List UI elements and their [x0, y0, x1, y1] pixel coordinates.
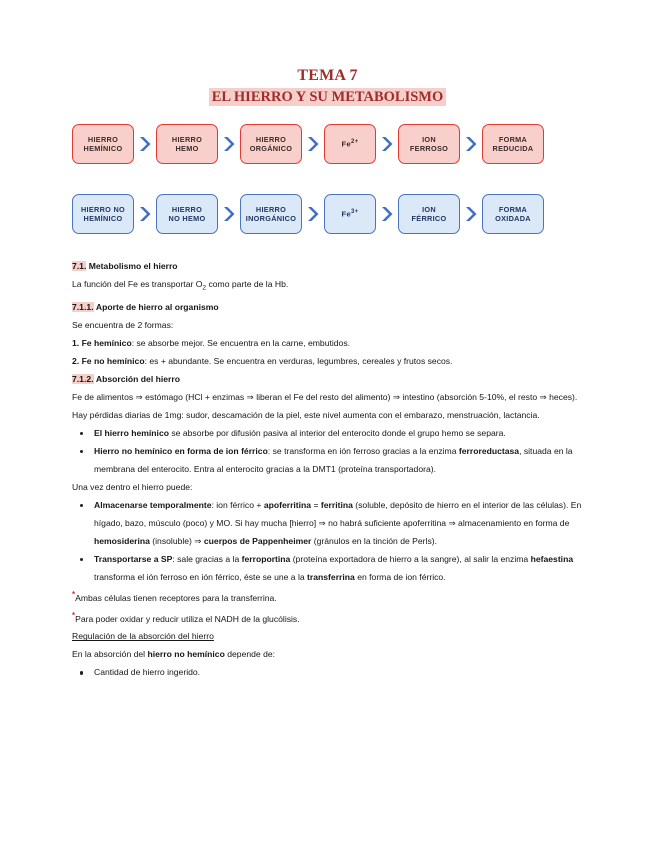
- list-item: [72, 550, 583, 586]
- item-text: : es + abundante. Se encuentra en verduras, legumbres, cereales y frutos secos.: [144, 355, 453, 366]
- asterisk-icon: *: [72, 610, 76, 620]
- item-term: hierro no hemínico: [147, 649, 225, 660]
- section-heading-7-1-2: [72, 370, 583, 388]
- paragraph-absorption: Fe de alimentos ⇒ estómago (HCl + enzimas ⇒ liberan el Fe del resto del alimento) ⇒ intestino (absorción 5-10%, el resto ⇒ heces). Hay pérdidas diarias de 1mg: sudor, descamación de la piel, este nivel aumenta con el embarazo, menstruación, lactancia.: [72, 391, 578, 420]
- flow-node-ion: $Fe^{2+}$: [324, 124, 376, 164]
- section-title: Absorción del hierro: [95, 373, 180, 384]
- item-text: , situada en la membrana del enterocito. Entra al enterocito gracias a la DMT1 (proteína transportadora).: [94, 445, 573, 474]
- bullet-list-absorption: [72, 424, 583, 478]
- chevron-right-icon: [134, 136, 156, 152]
- item-number: 1.: [72, 337, 80, 348]
- item-term: ferritina: [320, 499, 353, 510]
- flowchart: [72, 121, 583, 237]
- subheading-text: Regulación de la absorción del hierro: [72, 631, 214, 642]
- item-text: transforma el ión ferroso en ión férrico, éste se une a la: [94, 571, 308, 582]
- chevron-right-icon: [218, 136, 240, 152]
- section-number: 7.1.2.: [72, 373, 94, 384]
- chevron-right-icon: [460, 206, 482, 222]
- chevron-right-icon: [460, 136, 482, 152]
- chevron-right-icon: [302, 206, 324, 222]
- flow-node-ion: $Fe^{3+}$: [324, 194, 376, 234]
- flow-node: HIERRO NO HEMO: [156, 194, 218, 234]
- document-body: [72, 257, 583, 681]
- flow-node: HIERRO NO HEMÍNICO: [72, 194, 134, 234]
- item-text: (proteína exportadora de hierro a la sangre), al salir la enzima: [290, 553, 531, 564]
- footnote-text: Ambas células tienen receptores para la transferrina.: [75, 592, 277, 603]
- section-heading-7-1-1: [72, 298, 583, 316]
- section-title: Metabolismo el hierro: [88, 261, 178, 271]
- flow-node: HIERRO INORGÁNICO: [240, 194, 302, 234]
- title-block: [72, 0, 583, 107]
- item-text: : sale gracias a la: [172, 553, 242, 564]
- chevron-right-icon: [376, 206, 398, 222]
- charge-superscript: 3+: [351, 209, 359, 216]
- list-item: Cantidad de hierro ingerido.: [72, 663, 583, 681]
- item-text: (gránulos en la tinción de Perls).: [311, 535, 438, 546]
- section-title: Aporte de hierro al organismo: [95, 301, 219, 312]
- flow-node: FORMA OXIDADA: [482, 194, 544, 234]
- item-term: Fe no hemínico: [81, 355, 145, 366]
- chevron-right-icon: [376, 136, 398, 152]
- subheading-regulation: [72, 627, 583, 645]
- item-term: transferrina: [307, 571, 355, 582]
- asterisk-icon: *: [72, 589, 76, 599]
- chevron-right-icon: [134, 206, 156, 222]
- page-subtitle: [72, 88, 583, 107]
- item-text: : se transforma en ión ferroso gracias a la enzima: [267, 445, 459, 456]
- item-text: se absorbe por difusión pasiva al interior del enterocito donde el grupo hemo se separa.: [168, 427, 506, 438]
- item-text: (soluble, depósito de hierro en el interior de las células). En hígado, bazo, músculo (poco) y MO. Si hay mucha [hierro] ⇒ no habrá suficiente apoferritina ⇒ almacenamiento en forma de: [94, 499, 582, 528]
- item-number: 2.: [72, 355, 80, 366]
- footnote-text: Para poder oxidar y reducir utiliza el NADH de la glucólisis.: [75, 613, 300, 624]
- item-text: en forma de ion férrico.: [354, 571, 446, 582]
- paragraph-two-forms: Se encuentra de 2 formas:: [72, 319, 174, 330]
- item-term: El hierro hemínico: [94, 427, 169, 438]
- charge-superscript: 2+: [351, 139, 359, 146]
- flow-node: HIERRO HEMÍNICO: [72, 124, 134, 164]
- footnote-2: [72, 607, 583, 628]
- numbered-item-1: [72, 334, 583, 352]
- page-title: TEMA 7: [297, 67, 358, 84]
- flow-node: ION FERROSO: [398, 124, 460, 164]
- item-term: Transportarse a SP: [94, 553, 173, 564]
- flow-row-heme: [72, 121, 583, 167]
- section-heading-7-1: [72, 257, 583, 275]
- section-number: 7.1.: [72, 261, 87, 271]
- flow-node: HIERRO HEMO: [156, 124, 218, 164]
- bullet-list-fates: [72, 496, 583, 586]
- flow-node: FORMA REDUCIDA: [482, 124, 544, 164]
- subscript: 2: [202, 284, 207, 292]
- chevron-right-icon: [302, 136, 324, 152]
- paragraph-once-inside: Una vez dentro el hierro puede:: [72, 481, 193, 492]
- footnote-1: [72, 586, 583, 607]
- paragraph-regulation-intro: En la absorción del hierro no hemínico depende de:: [72, 649, 276, 660]
- item-term: Almacenarse temporalmente: [94, 499, 212, 510]
- item-text: =: [311, 499, 321, 510]
- bullet-list-regulation: [72, 663, 583, 681]
- section-number: 7.1.1.: [72, 301, 94, 312]
- item-term: ferroportina: [241, 553, 291, 564]
- flow-row-non-heme: [72, 191, 583, 237]
- item-term: Hierro no hemínico en forma de ion férrico: [94, 445, 268, 456]
- item-term: Fe hemínico: [81, 337, 132, 348]
- item-text: : se absorbe mejor. Se encuentra en la carne, embutidos.: [131, 337, 351, 348]
- flow-node: HIERRO ORGÁNICO: [240, 124, 302, 164]
- item-text: : ion férrico +: [211, 499, 264, 510]
- flow-node: ION FÉRRICO: [398, 194, 460, 234]
- page-subtitle-text: EL HIERRO Y SU METABOLISMO: [209, 88, 447, 106]
- list-item: [72, 496, 583, 550]
- paragraph-fe-function: La función del Fe es transportar $O_2$ como parte de la Hb.: [72, 279, 289, 292]
- item-term: apoferritina: [263, 499, 312, 510]
- list-item: [72, 442, 583, 478]
- item-term: hefaestina: [530, 553, 574, 564]
- item-term: hemosiderina: [94, 535, 150, 546]
- item-term: cuerpos de Pappenheimer: [203, 535, 312, 546]
- list-item: [72, 424, 583, 442]
- numbered-item-2: [72, 352, 583, 370]
- item-term: ferroreductasa: [458, 445, 520, 456]
- item-text: (insoluble) ⇒: [149, 535, 204, 546]
- chevron-right-icon: [218, 206, 240, 222]
